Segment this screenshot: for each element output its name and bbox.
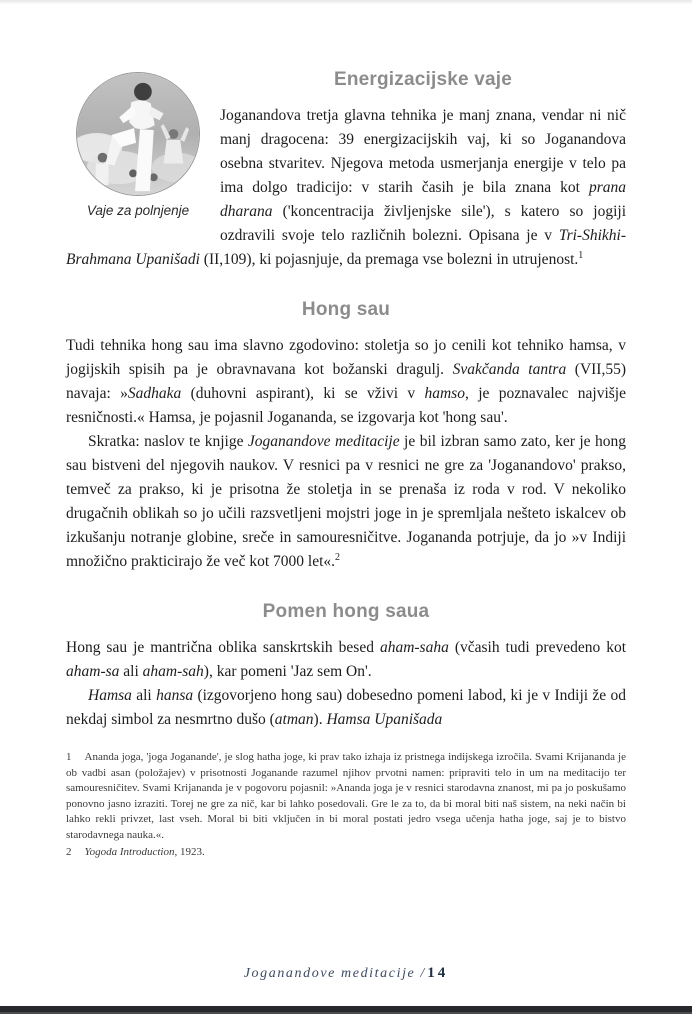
footnote [66, 845, 626, 861]
text-run: ali [131, 687, 157, 704]
emphasized-text: Tri-Shikhi-Brahmana Upanišadi [66, 227, 626, 268]
text-run: ), kar pomeni 'Jaz sem On'. [203, 663, 372, 680]
page-bottom-edge [0, 1004, 692, 1014]
text-run: je bil izbran samo zato, ker je hong sau bistveni del njegovih naukov. V resnici pa v resnici ne gre za 'Joganandovo' prakso, temveč za prakso, ki je prisotna že stoletja in se prenaša iz roda v rod. V nekoliko drugačnih oblikah so jo učili razsvetljeni mojstri joge in je spremljala nešteto iskalcev ob izkušanju notranje globine, sreče in samouresničitve. Jogananda potrjuje, da jo »v Indiji množično prakticirajo že več kot 7000 let«. [66, 433, 626, 570]
text-run: , 1923. [174, 846, 205, 858]
footnote-reference: 1 [578, 249, 584, 261]
footer-book-title: Joganandove meditacije [243, 966, 416, 981]
text-run: (VII,55) navaja: » [66, 361, 626, 402]
section-hong-sau [66, 299, 626, 574]
section-heading-energizacijske-vaje: Energizacijske vaje [333, 69, 513, 90]
page-footer [0, 964, 692, 982]
text-run: Tudi tehnika hong sau ima slavno zgodovino: stoletja so jo cenili kot tehniko hamsa, v jogijskih spisih pa je obravnavana kot božanski dragulj. [66, 337, 626, 378]
emphasized-text: Joganandove meditacije [247, 433, 400, 450]
section-pomen-hong-saua [66, 601, 626, 732]
emphasized-text: hansa [156, 687, 194, 704]
emphasized-text: hamso [424, 385, 465, 402]
text-run: Joganandova tretja glavna tehnika je manj znana, vendar ni nič manj dragocena: 39 energizacijskih vaj, ki so Joganandova osebna stvaritev. Njegova metoda usmerjanja energije v telo pa ima dolgo tradicijo: v starih časih je bila znana kot [220, 107, 626, 196]
paragraph [66, 636, 626, 684]
text-run: ali [119, 663, 143, 680]
text-run: (včasih tudi prevedeno kot [448, 639, 626, 656]
footnote-reference: 2 [335, 551, 341, 563]
paragraph [66, 684, 626, 732]
emphasized-text: prana dharana [220, 179, 626, 220]
footer-page-number: 14 [427, 965, 449, 981]
text-run: Skratka: naslov te knjige [88, 433, 248, 450]
text-run: Ananda joga, 'joga Joganande', je slog hatha joge, ki prav tako izhaja iz pristnega indijskega izročila. Svami Krijananda je ob vadbi asan (položajev) v prisotnosti Joganande razumel njihov prvotni namen: pripraviti telo in um na meditacijo ter samouresničitev. Svami Krijananda je v pogovoru pojasnil: »Ananda joga je v resnici starodavna znanost, mi pa jo poskušamo ponovno jasno izraziti. Torej ne gre za nič, kar bi lahko posedovali. Gre le za to, da bi moral biti naš sistem, na neki način bi lahko rekli privzet, last vseh. Moral bi biti vključen in bi moral postati jedro vsega učenja hatha joge, saj je to bistvo starodavnega nauka.«. [66, 751, 626, 841]
exercise-figure [68, 72, 208, 218]
text-run: ('koncentracija življenjske sile'), s katero so jogiji ozdravili svoje telo različnih bolezni. Opisana je v [220, 203, 626, 244]
emphasized-text: Hamsa Upanišada [326, 711, 443, 728]
section-energizacijske-vaje [66, 69, 626, 272]
text-run: (izgovorjeno hong sau) dobesedno pomeni labod, ki je v Indiji že od nekdaj simbol za nesmrtno dušo ( [66, 687, 626, 728]
section-heading-hong-sau: Hong sau [301, 299, 391, 320]
emphasized-text: atman [274, 711, 314, 728]
text-run: (II,109), ki pojasnjuje, da premaga vse bolezni in utrujenost. [199, 251, 579, 268]
footnote-number: 1 [66, 751, 72, 763]
paragraph [66, 334, 626, 430]
emphasized-text: aham-sa [66, 663, 120, 680]
page-content [66, 64, 626, 863]
text-run: ). [313, 711, 327, 728]
emphasized-text: aham-saha [379, 639, 449, 656]
section-body [66, 636, 626, 732]
emphasized-text: Svakčanda tantra [452, 361, 567, 378]
footnote-number: 2 [66, 846, 72, 858]
footnote [66, 750, 626, 843]
emphasized-text: Hamsa [88, 687, 132, 704]
section-body [66, 334, 626, 574]
footer-separator: / [420, 966, 425, 981]
text-run: Hong sau je mantrična oblika sanskrtskih besed [66, 639, 380, 656]
page-top-edge [0, 0, 692, 4]
figure-caption: Vaje za polnjenje [86, 203, 190, 218]
emphasized-text: aham-sah [142, 663, 204, 680]
emphasized-text: Yogoda Introduction [84, 846, 175, 858]
paragraph [66, 430, 626, 574]
text-run: (duhovni aspirant), ki se vživi v [181, 385, 425, 402]
exercise-photo [76, 72, 200, 196]
emphasized-text: Sadhaka [127, 385, 182, 402]
section-heading-pomen-hong-saua: Pomen hong saua [262, 601, 430, 622]
exercise-photo-illustration [77, 73, 199, 195]
text-run: , je poznavalec najvišje resničnosti.« Hamsa, je pojasnil Jogananda, se izgovarja kot 'hong sau'. [66, 385, 626, 426]
footnotes-block [66, 750, 626, 861]
